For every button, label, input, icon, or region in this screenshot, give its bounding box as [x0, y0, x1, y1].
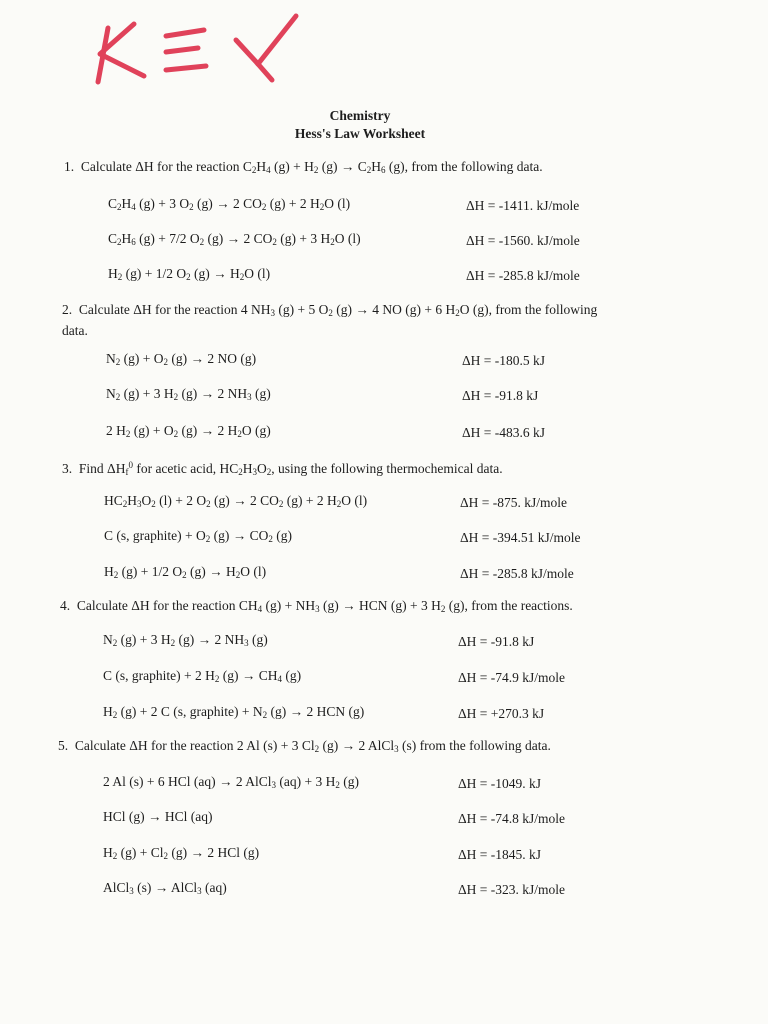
question-5-equation: AlCl$_3$ (s) → AlCl$_3$ (aq) [103, 880, 227, 896]
question-3-enthalpy-value: ΔH = -285.8 kJ/mole [460, 566, 574, 581]
question-2-prompt: 2. Calculate ΔH for the reaction 4 $NH_3$ (g) + 5 $O_2$ (g) → 4 NO (g) + 6 $H_2O$ (g), from the following data. [62, 302, 598, 338]
question-1-prompt: 1. Calculate ΔH for the reaction $C_2H_4$ $(g) + H_2$ $(g) \to C_2H_6$ (g), from the following data. [64, 159, 543, 175]
question-4-enthalpy-value: ΔH = +270.3 kJ [458, 706, 545, 721]
question-4-prompt: 4. Calculate ΔH for the reaction $CH_4$ $(g) + NH_3$ (g) → HCN (g) + 3 $H_2$ (g), from the reactions. [60, 598, 573, 614]
question-5-enthalpy-value: ΔH = -323. kJ/mole [458, 882, 566, 897]
question-1-enthalpy-value: ΔH = -1560. kJ/mole [466, 233, 580, 248]
question-2-equation: 2 $H_2$ $(g) + O_2$ (g) → 2 $H_2O$ (g) [106, 423, 271, 439]
question-3-equation: $H_2$ (g) + 1/2 $O_2$ $(g) \to H_2O$ (l) [104, 564, 267, 580]
question-5-equation: 2 Al (s) + 6 HCl (aq) → 2 AlCl$_3$ (aq) + 3 $H_2$ (g) [103, 774, 359, 790]
question-4-equation: $H_2$ (g) + 2 C (s, graphite) + $N_2$ (g) → 2 HCN (g) [103, 704, 365, 720]
question-5-prompt: 5. Calculate ΔH for the reaction 2 Al (s) + 3 $Cl_2$ (g) → 2 AlCl$_3$ (s) from the following data. [58, 738, 551, 754]
question-3-enthalpy-value: ΔH = -875. kJ/mole [460, 495, 568, 510]
question-3-enthalpy-value: ΔH = -394.51 kJ/mole [460, 530, 581, 545]
question-2-enthalpy-value: ΔH = -483.6 kJ [462, 425, 546, 440]
question-4-equation: C (s, graphite) + 2 $H_2$ $(g) \to CH_4$ (g) [103, 668, 302, 684]
worksheet-title: Hess's Law Worksheet [294, 126, 426, 141]
question-2-enthalpy-value: ΔH = -180.5 kJ [462, 353, 546, 368]
question-2-enthalpy-value: ΔH = -91.8 kJ [462, 388, 539, 403]
question-5-enthalpy-value: ΔH = -74.8 kJ/mole [458, 811, 566, 826]
question-2-equation: $N_2$ $(g) + O_2$ (g) → 2 NO (g) [106, 351, 257, 367]
question-1-enthalpy-value: ΔH = -285.8 kJ/mole [466, 268, 580, 283]
question-5-enthalpy-value: ΔH = -1845. kJ [458, 847, 542, 862]
question-3-prompt: 3. Find $\Delta H_f^0$ for acetic acid, $HC_2H_3O_2$, using the following thermochemical data. [62, 460, 503, 477]
question-1-equation: $C_2H_6$ (g) + 7/2 $O_2$ (g) → 2 $CO_2$ (g) + 3 $H_2O$ (l) [108, 231, 361, 247]
subject-heading: Chemistry [329, 108, 391, 123]
question-4-enthalpy-value: ΔH = -74.9 kJ/mole [458, 670, 566, 685]
question-5-equation: $H_2$ $(g) + Cl_2$ (g) → 2 HCl (g) [103, 845, 260, 861]
question-1-equation: $H_2$ (g) + 1/2 $O_2$ $(g) \to H_2O$ (l) [108, 266, 271, 282]
question-5-equation: HCl (g) → HCl (aq) [103, 809, 213, 824]
question-3-equation: $HC_2H_3O_2$ (l) + 2 $O_2$ (g) → 2 $CO_2$ (g) + 2 $H_2O$ (l) [104, 493, 368, 509]
question-4-equation: $N_2$ (g) + 3 $H_2$ (g) → 2 $NH_3$ (g) [103, 632, 268, 648]
question-5-enthalpy-value: ΔH = -1049. kJ [458, 776, 542, 791]
question-4-enthalpy-value: ΔH = -91.8 kJ [458, 634, 535, 649]
question-1-enthalpy-value: ΔH = -1411. kJ/mole [466, 198, 580, 213]
key-stamp-handwriting [86, 8, 316, 88]
question-3-equation: C (s, graphite) + $O_2$ $(g) \to CO_2$ (g) [104, 528, 292, 544]
question-2-equation: $N_2$ (g) + 3 $H_2$ (g) → 2 $NH_3$ (g) [106, 386, 271, 402]
question-1-equation: $C_2H_4$ (g) + 3 $O_2$ (g) → 2 $CO_2$ (g) + 2 $H_2O$ (l) [108, 196, 351, 212]
